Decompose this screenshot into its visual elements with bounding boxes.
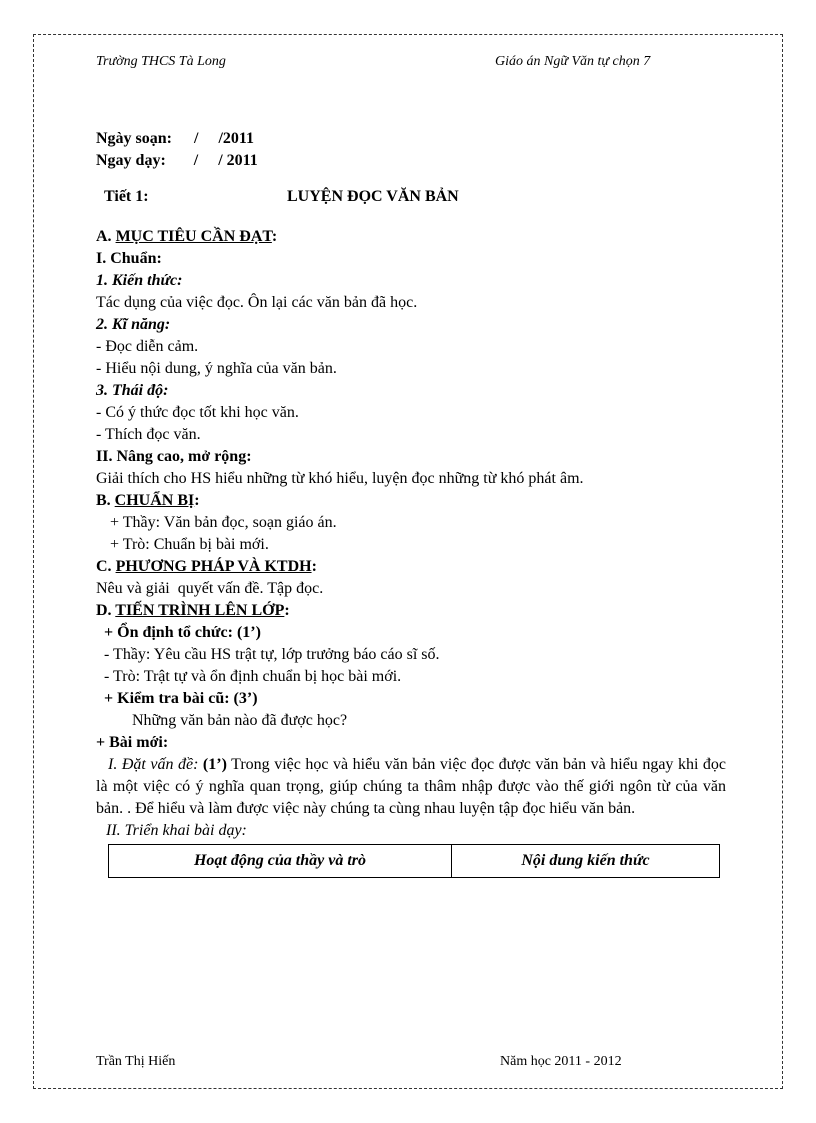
lesson-period: Tiết 1:: [104, 188, 149, 205]
nangcao-heading: II. Nâng cao, mở rộng:: [96, 448, 252, 465]
section-c-colon: :: [311, 558, 317, 575]
prep-date-line: [96, 128, 726, 150]
baimoi-heading: + Bài mới:: [96, 734, 169, 751]
teach-date-label: Ngay dạy:: [96, 152, 166, 169]
chuan-heading: I. Chuẩn:: [96, 250, 162, 267]
ondinh-item: - Trò: Trật tự và ổn định chuẩn bị học bài mới.: [104, 668, 402, 685]
table-col-content: Nội dung kiến thức: [521, 852, 650, 869]
header-school: Trường THCS Tà Long: [96, 54, 226, 69]
ondinh-item: - Thầy: Yêu cầu HS trật tự, lớp trưởng báo cáo sĩ số.: [104, 646, 440, 663]
section-d-letter: D.: [96, 602, 112, 619]
teach-date-value: / / 2011: [193, 152, 258, 169]
ondinh-heading: + Ổn định tổ chức: (1’): [104, 624, 261, 641]
lesson-table-header: [108, 844, 720, 878]
datvande-time: (1’): [202, 756, 227, 773]
section-a-letter: A.: [96, 228, 112, 245]
trienkhai-heading: II. Triển khai bài dạy:: [106, 822, 247, 839]
prep-date-value: / /2011: [194, 130, 255, 147]
kiemtra-heading: + Kiểm tra bài cũ: (3’): [104, 690, 258, 707]
method-text: Nêu và giải quyết vấn đề. Tập đọc.: [96, 580, 324, 597]
kienthuc-text: Tác dụng của việc đọc. Ôn lại các văn bản đã học.: [96, 294, 418, 311]
nangcao-text: Giải thích cho HS hiểu những từ khó hiểu, luyện đọc những từ khó phát âm.: [96, 470, 584, 487]
section-a-colon: :: [271, 228, 278, 245]
kinang-item: - Đọc diễn cảm.: [96, 338, 199, 355]
datvande-text: Trong việc học và hiểu văn bản việc đọc được văn bản và hiểu ngay khi đọc là một việc có ý nghĩa quan trọng, giúp chúng ta thâm nhập được vào thế giới ngôn từ của văn bản. . Để hiểu và làm được việc này chúng ta cùng nhau luyện tập đọc hiểu văn bản.: [96, 756, 727, 817]
section-a-title: MỤC TIÊU CẦN ĐẠT: [115, 228, 272, 245]
document-body: [96, 128, 726, 878]
datvande-paragraph: [96, 754, 726, 820]
section-c-title: PHƯƠNG PHÁP VÀ KTDH: [115, 558, 312, 575]
kienthuc-heading: 1. Kiến thức:: [96, 272, 183, 289]
lesson-title-row: [96, 186, 726, 208]
prep-date-label: Ngày soạn:: [96, 130, 173, 147]
prep-item: + Thầy: Văn bản đọc, soạn giáo án.: [110, 514, 337, 531]
header-subject: Giáo án Ngữ Văn tự chọn 7: [495, 54, 651, 69]
thaido-item: - Có ý thức đọc tốt khi học văn.: [96, 404, 299, 421]
kinang-item: - Hiểu nội dung, ý nghĩa của văn bản.: [96, 360, 337, 377]
table-col-activities: Hoạt động của thầy và trò: [109, 845, 452, 877]
section-b-letter: B.: [96, 492, 111, 509]
section-d-title: TIẾN TRÌNH LÊN LỚP: [115, 602, 285, 619]
footer-year: Năm học 2011 - 2012: [500, 1054, 622, 1069]
section-a-heading: [96, 226, 726, 248]
teach-date-line: [96, 150, 726, 172]
footer-author: Trần Thị Hiến: [96, 1054, 176, 1069]
thaido-heading: 3. Thái độ:: [96, 382, 169, 399]
section-c-letter: C.: [96, 558, 112, 575]
section-c-heading: [96, 556, 726, 578]
kiemtra-question: Những văn bản nào đã được học?: [132, 712, 348, 729]
section-d-colon: :: [284, 602, 290, 619]
section-b-title: CHUẨN BỊ: [114, 492, 195, 509]
datvande-label: I. Đặt vấn đề:: [108, 756, 199, 773]
section-b-heading: [96, 490, 726, 512]
section-b-colon: :: [194, 492, 200, 509]
section-d-heading: [96, 600, 726, 622]
lesson-title: LUYỆN ĐỌC VĂN BẢN: [287, 188, 459, 205]
kinang-heading: 2. Kĩ năng:: [96, 316, 171, 333]
prep-item: + Trò: Chuẩn bị bài mới.: [110, 536, 269, 553]
thaido-item: - Thích đọc văn.: [96, 426, 201, 443]
